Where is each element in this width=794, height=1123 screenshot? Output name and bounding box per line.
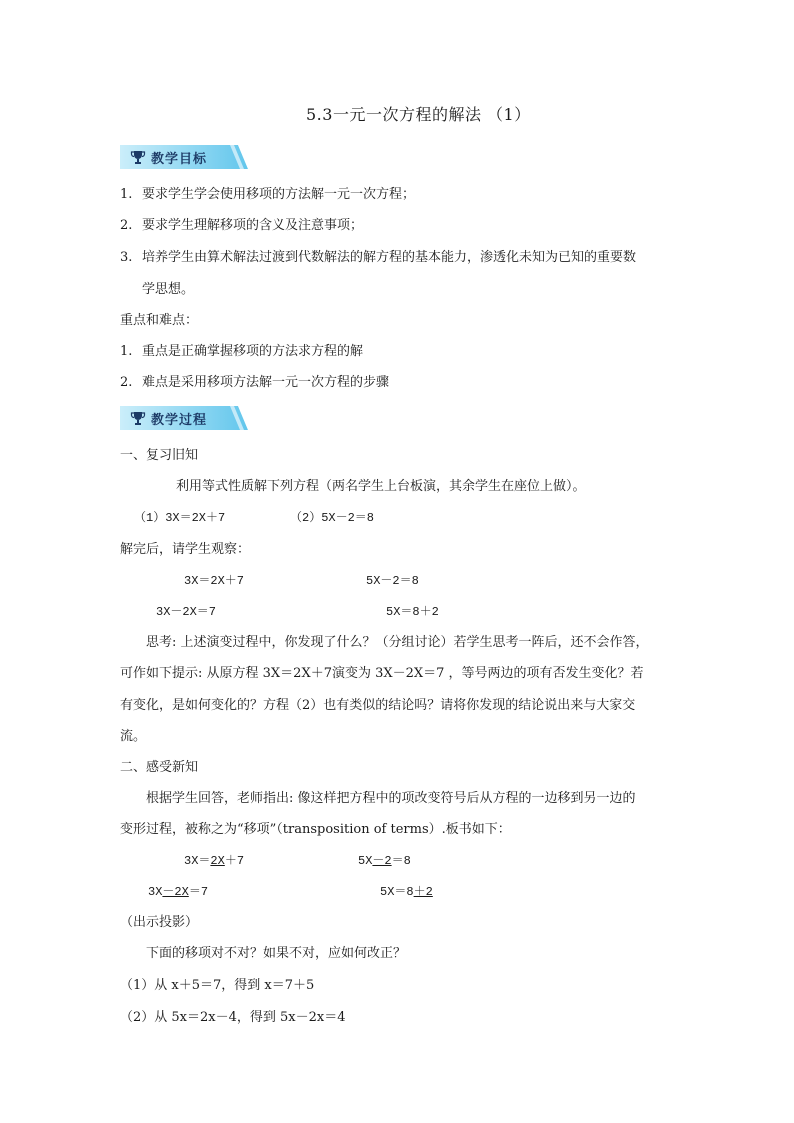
goal-item-1: 1. 要求学生学会使用移项的方法解一元一次方程；: [120, 187, 416, 202]
board-eq-c1: 3X＝2X＋7: [184, 854, 245, 868]
section-label: 教学目标: [151, 152, 208, 167]
section-label: 教学过程: [151, 413, 208, 428]
goal-item-2: 2. 要求学生理解移项的含义及注意事项；: [120, 218, 364, 233]
review-intro: 利用等式性质解下列方程（两名学生上台板演，其余学生在座位上做）。: [176, 479, 586, 494]
review-heading: 一、复习旧知: [120, 448, 199, 463]
review-eq-1: （1）3X＝2X＋7: [134, 511, 226, 525]
think-line-3: 有变化，是如何变化的？方程（2）也有类似的结论吗？请将你发现的结论说出来与大家交: [120, 698, 636, 713]
board-eq-c2: 5X－2＝8: [358, 854, 411, 868]
review-observe: 解完后，请学生观察：: [120, 542, 251, 557]
board-eq-d1: 3X－2X＝7: [148, 885, 209, 899]
section-banner-process: [120, 406, 248, 430]
projection-note: （出示投影）: [120, 915, 199, 930]
section-banner-goals: [120, 145, 248, 169]
new-para-line-1: 根据学生回答，老师指出: 像这样把方程中的项改变符号后从方程的一边移到另一边的: [146, 791, 636, 806]
think-line-1: 思考: 上述演变过程中，你发现了什么？（分组讨论）若学生思考一阵后，还不会作答，: [146, 635, 649, 650]
goal-item-3-cont: 学思想。: [142, 282, 195, 297]
think-line-2: 可作如下提示: 从原方程 3X＝2X＋7演变为 3X－2X＝7 ，等号两边的项有否发生变化？若: [120, 666, 644, 681]
trophy-icon: [130, 410, 146, 426]
observe-eq-a1: 3X＝2X＋7: [184, 574, 245, 588]
page-title: 5.3一元一次方程的解法 （1）: [306, 105, 531, 124]
goal-item-3: 3. 培养学生由算术解法过渡到代数解法的解方程的基本能力，渗透化未知为已知的重要数: [120, 250, 637, 265]
observe-eq-a2: 5X－2＝8: [366, 574, 419, 588]
question-2: （2）从 5x＝2x－4，得到 5x－2x＝4: [120, 1010, 346, 1025]
question-1: （1）从 x＋5＝7，得到 x＝7＋5: [120, 978, 315, 993]
observe-eq-b1: 3X－2X＝7: [156, 605, 217, 619]
board-eq-d2: 5X＝8＋2: [380, 885, 433, 899]
key-point-1: 1. 重点是正确掌握移项的方法求方程的解: [120, 344, 364, 359]
question-prompt: 下面的移项对不对？如果不对，应如何改正？: [146, 946, 407, 961]
key-point-2: 2. 难点是采用移项方法解一元一次方程的步骤: [120, 375, 390, 390]
new-para-line-2: 变形过程，被称之为“移项”（transposition of terms）.板书如下：: [120, 822, 511, 837]
observe-eq-b2: 5X＝8＋2: [386, 605, 439, 619]
key-points-heading: 重点和难点：: [120, 313, 199, 328]
trophy-icon: [130, 149, 146, 165]
think-line-4: 流。: [120, 729, 147, 744]
review-eq-2: （2）5X－2＝8: [290, 511, 375, 525]
new-heading: 二、感受新知: [120, 760, 199, 775]
